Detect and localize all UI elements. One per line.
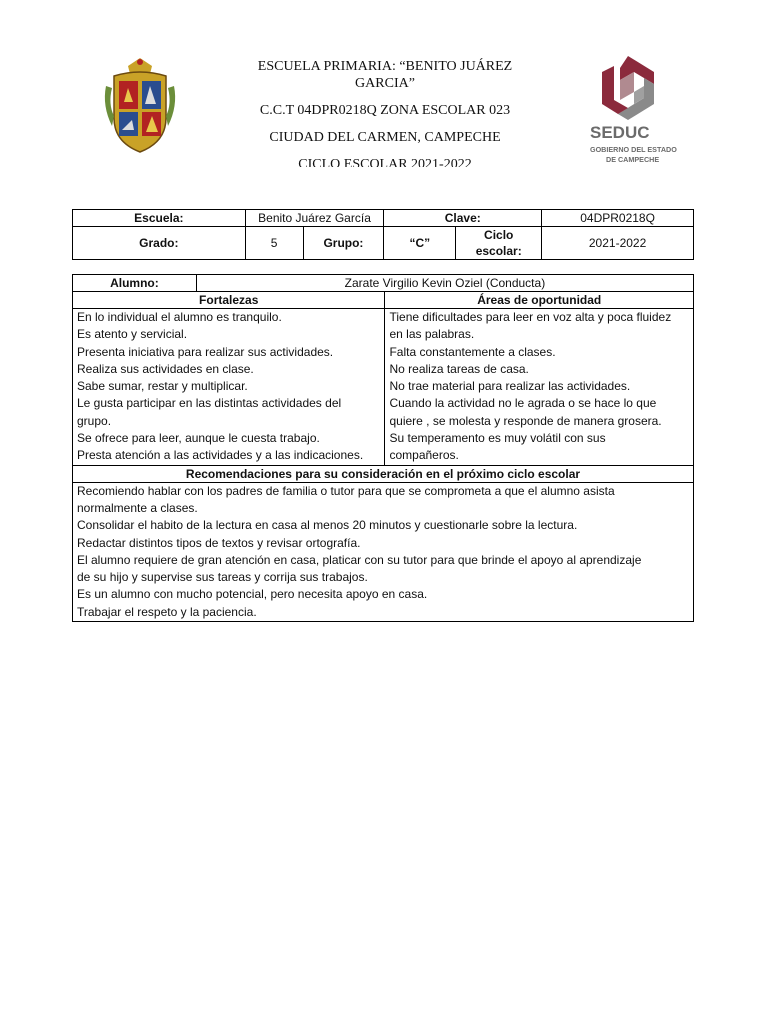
campeche-crest-icon xyxy=(100,56,180,156)
list-item: Tiene dificultades para leer en voz alta y poca fluidez xyxy=(389,310,672,324)
recomendaciones-header: Recomendaciones para su consideración en el próximo ciclo escolar xyxy=(73,465,694,482)
list-item: No realiza tareas de casa. xyxy=(389,361,529,376)
list-item: Cuando la actividad no le agrada o se hace lo que xyxy=(389,396,657,411)
list-item: Sabe sumar, restar y multiplicar. xyxy=(77,379,248,394)
alumno-label: Alumno: xyxy=(73,275,197,292)
list-item: normalmente a clases. xyxy=(77,500,198,515)
list-item: quiere , se molesta y responde de manera grosera. xyxy=(389,413,662,428)
list-item: de su hijo y supervise sus tareas y corrija sus trabajos. xyxy=(77,570,368,585)
list-item: Realiza sus actividades en clase. xyxy=(77,361,254,376)
list-item: compañeros. xyxy=(389,448,459,463)
school-cycle: CICLO ESCOLAR 2021-2022 xyxy=(298,157,472,167)
table-row xyxy=(73,482,694,621)
clave-label: Clave: xyxy=(384,210,542,227)
areas-header: Áreas de oportunidad xyxy=(385,292,694,309)
school-cycle-clip xyxy=(230,156,540,167)
list-item: El alumno requiere de gran atención en casa, platicar con su tutor para que brinde el apoyo al aprendizaje xyxy=(77,552,642,567)
escuela-label: Escuela: xyxy=(73,210,246,227)
list-item: Se ofrece para leer, aunque le cuesta trabajo. xyxy=(77,431,320,446)
list-item: en las palabras. xyxy=(389,327,475,342)
list-item: En lo individual el alumno es tranquilo. xyxy=(77,310,282,324)
cct-zone: C.C.T 04DPR0218Q ZONA ESCOLAR 023 xyxy=(259,103,511,118)
recomendaciones-list xyxy=(73,482,694,621)
alumno-value: Zarate Virgilio Kevin Oziel (Conducta) xyxy=(196,275,693,292)
student-report-table xyxy=(72,274,694,622)
grupo-label: Grupo: xyxy=(303,227,384,260)
ciclo-value: 2021-2022 xyxy=(542,227,694,260)
list-item: Recomiendo hablar con los padres de familia o tutor para que se comprometa a que el alumno asista xyxy=(77,483,615,498)
clave-value: 04DPR0218Q xyxy=(542,210,694,227)
table-row xyxy=(73,275,694,292)
school-info-table xyxy=(72,209,694,260)
seduc-logo-name: SEDUC xyxy=(590,123,650,142)
fortalezas-header: Fortalezas xyxy=(73,292,385,309)
list-item: Trabajar el respeto y la paciencia. xyxy=(77,604,257,619)
table-row xyxy=(73,465,694,482)
table-row xyxy=(73,210,694,227)
school-title-block xyxy=(230,58,540,167)
list-item: Presenta iniciativa para realizar sus actividades. xyxy=(77,344,334,359)
table-row xyxy=(73,227,694,260)
list-item: Redactar distintos tipos de textos y revisar ortografía. xyxy=(77,535,361,550)
list-item: Consolidar el habito de la lectura en casa al menos 20 minutos y cuestionarle sobre la lectura. xyxy=(77,518,578,533)
grado-label: Grado: xyxy=(73,227,246,260)
list-item: Falta constantemente a clases. xyxy=(389,344,556,359)
school-name-line1: ESCUELA PRIMARIA: “BENITO JUÁREZ xyxy=(257,59,513,74)
list-item: Su temperamento es muy volátil con sus xyxy=(389,431,606,446)
list-item: No trae material para realizar las actividades. xyxy=(389,379,631,394)
grupo-value: “C” xyxy=(384,227,456,260)
list-item: Presta atención a las actividades y a las indicaciones. xyxy=(77,448,364,463)
document-header xyxy=(0,0,768,180)
fortalezas-list xyxy=(73,309,385,466)
seduc-logo-sub1: GOBIERNO DEL ESTADO xyxy=(590,145,677,154)
table-row xyxy=(73,292,694,309)
areas-list xyxy=(385,309,694,466)
table-row xyxy=(73,309,694,466)
list-item: Es atento y servicial. xyxy=(77,327,188,342)
grado-value: 5 xyxy=(245,227,303,260)
seduc-logo-sub2: DE CAMPECHE xyxy=(606,155,660,164)
school-name-line2: GARCIA” xyxy=(355,76,415,91)
escuela-value: Benito Juárez García xyxy=(245,210,384,227)
city: CIUDAD DEL CARMEN, CAMPECHE xyxy=(269,130,501,145)
list-item: Le gusta participar en las distintas actividades del xyxy=(77,396,342,411)
list-item: grupo. xyxy=(77,413,112,428)
seduc-logo-icon xyxy=(590,52,690,170)
ciclo-label: Ciclo escolar: xyxy=(456,227,542,260)
list-item: Es un alumno con mucho potencial, pero necesita apoyo en casa. xyxy=(77,587,428,602)
